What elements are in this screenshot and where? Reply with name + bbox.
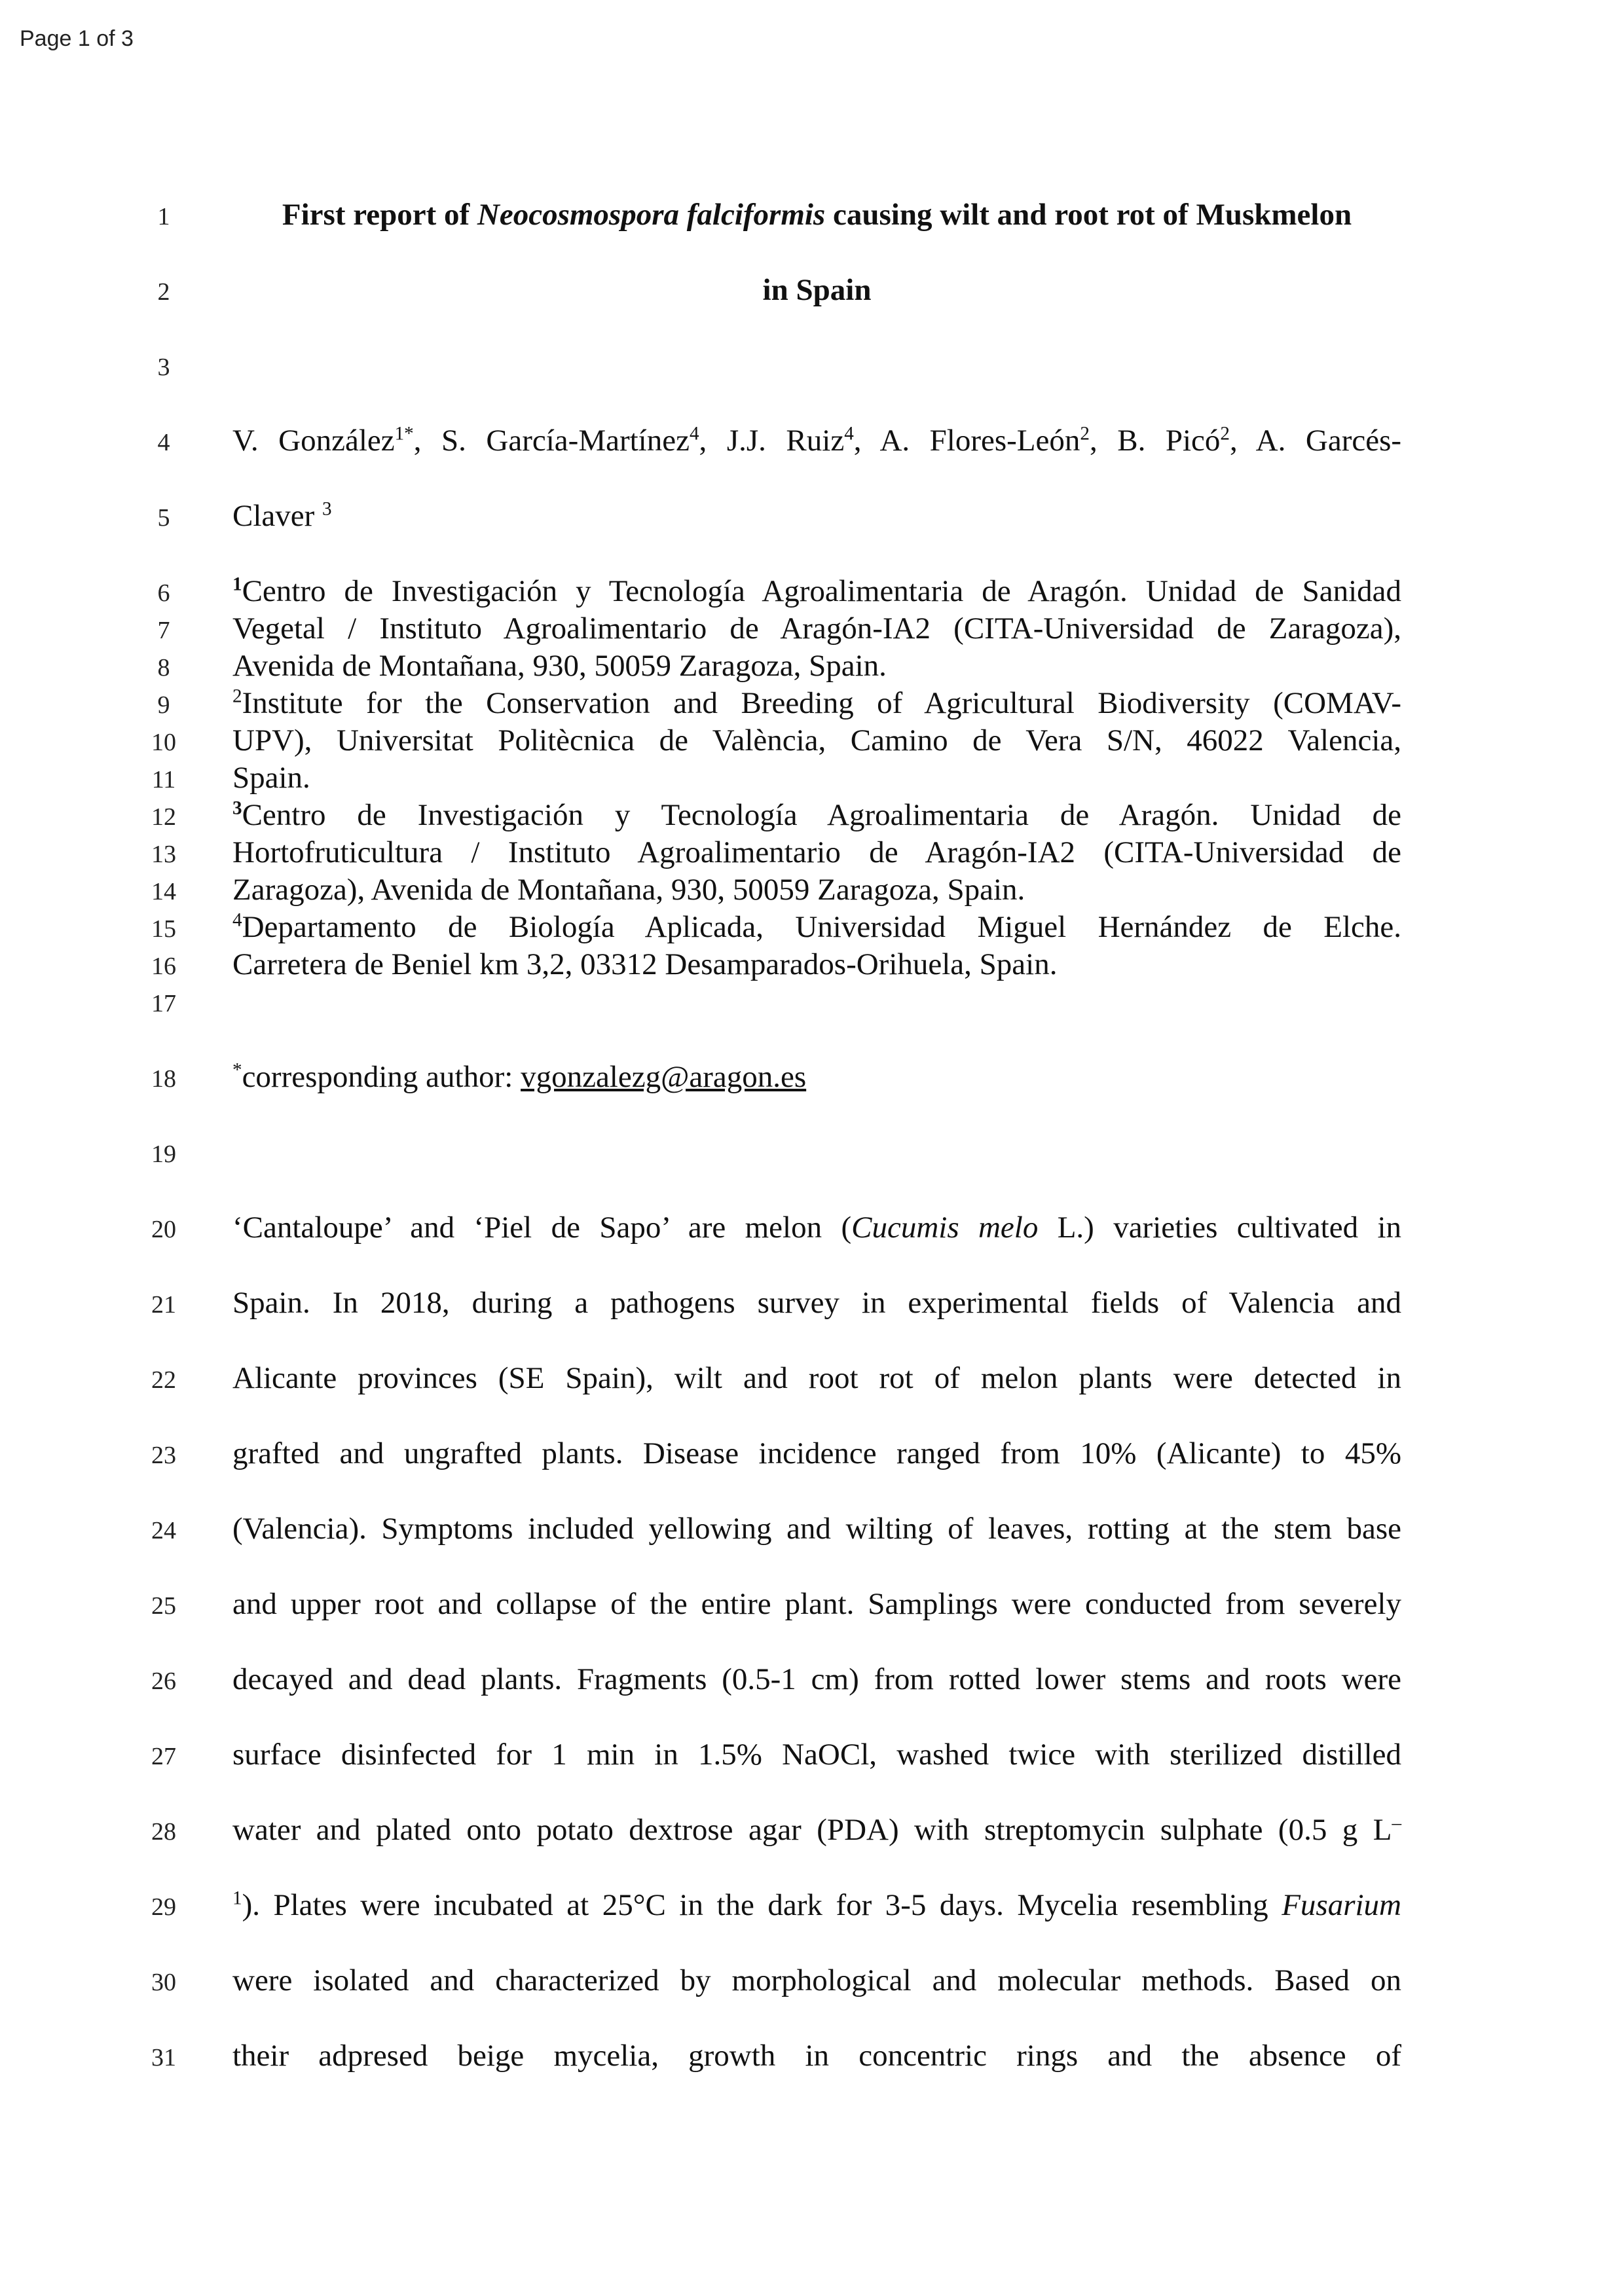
affiliation-line: Hortofruticultura / Instituto Agroalimentario de Aragón-IA2 (CITA-Universidad de	[232, 835, 1401, 869]
affiliation-line: UPV), Universitat Politècnica de València, Camino de Vera S/N, 46022 Valencia,	[232, 723, 1401, 757]
line-number: 10	[151, 729, 176, 756]
paper-title-line-1: First report of Neocosmospora falciformis causing wilt and root rot of Muskmelon	[282, 198, 1352, 232]
body-line: and upper root and collapse of the entire plant. Samplings were conducted from severely	[232, 1587, 1401, 1621]
line-number: 17	[151, 990, 176, 1017]
line-number: 1	[157, 203, 170, 230]
author-list-line-1: V. González$^{1*}$, S. García-Martínez$^4$, J.J. Ruiz$^4$, A. Flores-León$^2$, B. Picó$^2$, A. Garcés-	[232, 423, 1402, 458]
line-number: 29	[151, 1893, 176, 1921]
line-number: 21	[151, 1291, 176, 1319]
line-number: 3	[157, 354, 170, 381]
body-line: their adpresed beige mycelia, growth in concentric rings and the absence of	[232, 2039, 1401, 2073]
body-line: decayed and dead plants. Fragments (0.5-1 cm) from rotted lower stems and roots were	[232, 1662, 1401, 1696]
line-number: 6	[157, 579, 170, 607]
line-number: 5	[157, 504, 170, 532]
body-line: water and plated onto potato dextrose agar (PDA) with streptomycin sulphate (0.5 g L–	[232, 1812, 1401, 1847]
line-number: 4	[157, 429, 170, 456]
line-number: 24	[151, 1517, 176, 1544]
affiliation-line: $^1$Centro de Investigación y Tecnología Agroalimentaria de Aragón. Unidad de Sanidad	[232, 574, 1401, 608]
affiliation-line: $^4$Departamento de Biología Aplicada, Universidad Miguel Hernández de Elche.	[232, 909, 1401, 944]
body-line: surface disinfected for 1 min in 1.5% NaOCl, washed twice with sterilized distilled	[232, 1738, 1401, 1772]
email-link[interactable]: vgonzalezg@aragon.es	[521, 1060, 807, 1094]
body-line: ‘Cantaloupe’ and ‘Piel de Sapo’ are melon (Cucumis melo L.) varieties cultivated in	[232, 1211, 1402, 1245]
line-number: 20	[151, 1216, 176, 1243]
line-number: 9	[157, 691, 170, 719]
line-number: 14	[151, 878, 176, 905]
line-number: 23	[151, 1442, 176, 1469]
affiliation-line: Vegetal / Instituto Agroalimentario de Aragón-IA2 (CITA-Universidad de Zaragoza),	[232, 611, 1401, 646]
line-number: 11	[151, 766, 176, 793]
line-number: 18	[151, 1065, 176, 1093]
line-number: 26	[151, 1667, 176, 1695]
line-number: 2	[157, 278, 170, 306]
affiliation-line: $^3$Centro de Investigación y Tecnología Agroalimentaria de Aragón. Unidad de	[232, 797, 1401, 832]
line-number: 13	[151, 841, 176, 868]
corresponding-author: *corresponding author: vgonzalezg@aragon.es	[232, 1059, 807, 1094]
line-number: 19	[151, 1140, 176, 1168]
affiliation-line: $^2$Institute for the Conservation and Breeding of Agricultural Biodiversity (COMAV-	[232, 685, 1401, 720]
body-line: Spain. In 2018, during a pathogens survey in experimental fields of Valencia and	[232, 1286, 1401, 1320]
body-line: grafted and ungrafted plants. Disease incidence ranged from 10% (Alicante) to 45%	[232, 1436, 1401, 1470]
body-line: were isolated and characterized by morphological and molecular methods. Based on	[232, 1963, 1401, 1997]
body-line: Alicante provinces (SE Spain), wilt and root rot of melon plants were detected in	[232, 1361, 1401, 1395]
affiliation-line: Spain.	[232, 761, 310, 795]
line-number: 7	[157, 617, 170, 644]
line-number: 16	[151, 953, 176, 980]
affiliation-line: Zaragoza), Avenida de Montañana, 930, 50059 Zaragoza, Spain.	[232, 873, 1025, 907]
page-number-label: Page 1 of 3	[20, 26, 134, 51]
line-number: 28	[151, 1818, 176, 1846]
line-number: 25	[151, 1592, 176, 1620]
paper-title-line-2: in Spain	[762, 273, 872, 307]
body-line: $^1$). Plates were incubated at 25°C in the dark for 3-5 days. Mycelia resembling Fusarium	[232, 1887, 1401, 1922]
line-number: 12	[151, 803, 176, 831]
author-list-line-2: Claver $^3$	[232, 498, 332, 533]
affiliation-line: Avenida de Montañana, 930, 50059 Zaragoza, Spain.	[232, 649, 887, 683]
line-number: 15	[151, 915, 176, 943]
line-number: 22	[151, 1366, 176, 1394]
line-number: 8	[157, 654, 170, 682]
line-number: 31	[151, 2044, 176, 2071]
line-number: 27	[151, 1743, 176, 1770]
line-number: 30	[151, 1969, 176, 1996]
body-line: (Valencia). Symptoms included yellowing and wilting of leaves, rotting at the stem base	[232, 1512, 1401, 1546]
affiliation-line: Carretera de Beniel km 3,2, 03312 Desamparados-Orihuela, Spain.	[232, 947, 1058, 981]
